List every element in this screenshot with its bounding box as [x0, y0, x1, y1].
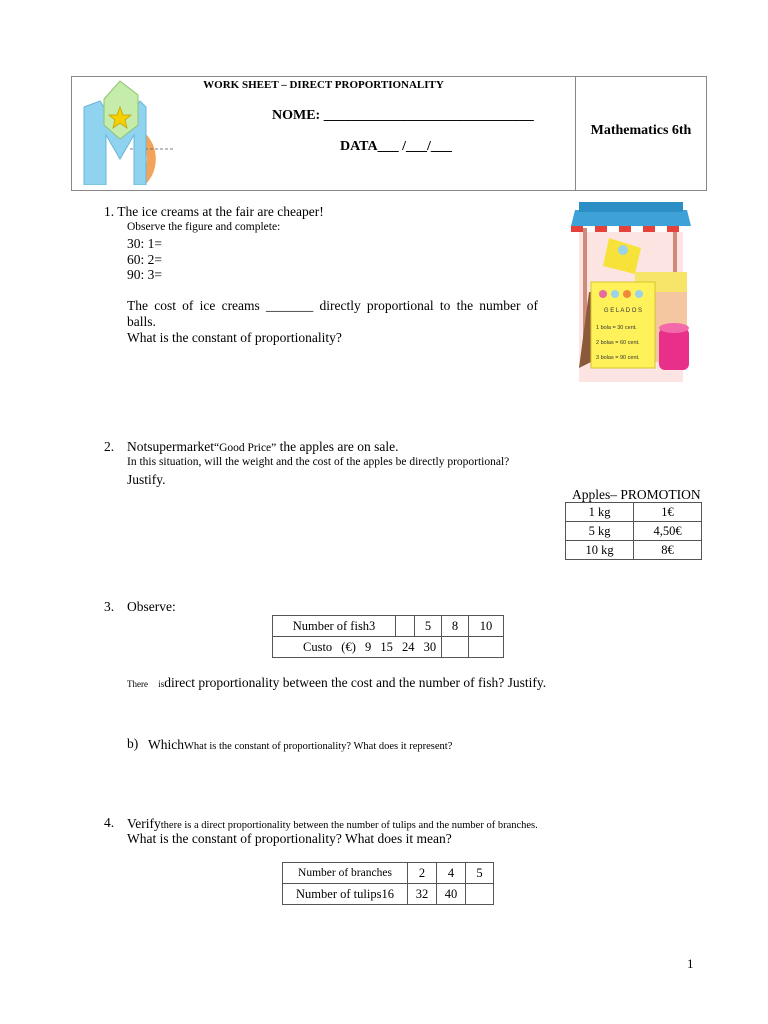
subject-label: Mathematics 6th	[590, 123, 692, 138]
table-cell: 4	[437, 863, 466, 884]
table-cell: 5	[415, 616, 442, 637]
table-row	[283, 863, 494, 884]
table-cell: Number of tulips16	[283, 884, 408, 905]
header-box	[71, 76, 707, 191]
q2-lead-b: “Good Price”	[213, 442, 277, 454]
q4-text-body: there is a direct proportionality between the number of tulips and the number of branches.	[160, 820, 538, 831]
q1-line-1: 30: 1=	[127, 236, 162, 251]
table-cell: 10 kg	[566, 541, 634, 560]
q1-instruction: Observe the figure and complete:	[127, 221, 281, 233]
table-cell: 40	[437, 884, 466, 905]
apples-table	[565, 502, 702, 560]
stall-sign-line-2: 2 bolas = 60 cent.	[596, 340, 640, 346]
worksheet-title: WORK SHEET – DIRECT PROPORTIONALITY	[203, 79, 444, 91]
table-row	[273, 637, 504, 658]
q3-part-a	[127, 674, 546, 692]
table-row	[566, 541, 702, 560]
page-number: 1	[687, 956, 694, 971]
q1-title: 1. The ice creams at the fair are cheaper!	[104, 204, 324, 219]
q2-justify: Justify.	[127, 472, 166, 487]
q2-lead-c: the apples are on sale.	[276, 439, 399, 454]
q1-cost-text: The cost of ice creams _______ directly proportional to the number of balls.	[127, 298, 538, 329]
ice-cream-stall-image	[569, 192, 693, 388]
fish-table	[272, 615, 504, 658]
table-row	[273, 616, 504, 637]
table-cell: Number of branches	[283, 863, 408, 884]
q3-part-b-lead: Which	[148, 737, 184, 752]
q4-number: 4.	[104, 815, 115, 830]
q1-line-2: 60: 2=	[127, 252, 162, 267]
table-row	[283, 884, 494, 905]
q3-part-b-label: b)	[127, 736, 139, 751]
table-cell: 2	[408, 863, 437, 884]
q4-question: What is the constant of proportionality? What does it mean?	[127, 831, 452, 846]
table-cell: Number of fish3	[273, 616, 396, 637]
q3-part-a-small: There is	[127, 679, 165, 689]
q1-line-3: 90: 3=	[127, 267, 162, 282]
q2-question: In this situation, will the weight and the cost of the apples be directly proportional?	[127, 456, 510, 468]
tulips-table	[282, 862, 494, 905]
table-cell: 8€	[634, 541, 702, 560]
table-cell: Custo (€) 9 15 24 30	[273, 637, 442, 658]
table-cell: 10	[469, 616, 504, 637]
date-field[interactable]: DATA___ /___/___	[340, 139, 452, 154]
apples-table-title: Apples– PROMOTION	[572, 487, 701, 502]
table-cell: 1 kg	[566, 503, 634, 522]
q2-number: 2.	[104, 439, 115, 454]
q2-lead-a: Notsupermarket	[127, 439, 214, 454]
q3-title: Observe:	[127, 599, 176, 614]
table-cell	[469, 637, 504, 658]
table-cell: 5 kg	[566, 522, 634, 541]
q2-lead	[127, 439, 398, 455]
table-cell: 32	[408, 884, 437, 905]
table-cell: 4,50€	[634, 522, 702, 541]
table-cell	[396, 616, 415, 637]
name-field[interactable]: NOME: ______________________________	[272, 108, 534, 123]
q3-number: 3.	[104, 599, 115, 614]
q3-part-a-text: direct proportionality between the cost and the number of fish? Justify.	[164, 675, 547, 690]
q3-part-b-text: What is the constant of proportionality? What does it represent?	[184, 741, 453, 752]
q4-lead: Verify	[127, 816, 161, 831]
table-cell: 1€	[634, 503, 702, 522]
md-logo	[82, 79, 182, 185]
table-cell: 8	[442, 616, 469, 637]
table-row	[566, 503, 702, 522]
table-row	[566, 522, 702, 541]
table-cell: 5	[466, 863, 494, 884]
q3-part-b	[148, 736, 452, 754]
stall-sign-line-1: 1 bola = 30 cent.	[596, 325, 637, 331]
stall-sign-line-3: 3 bolas = 90 cent.	[596, 355, 640, 361]
q1-question: What is the constant of proportionality?	[127, 330, 342, 345]
table-cell	[466, 884, 494, 905]
stall-sign-title: G E L A D O S	[603, 308, 643, 314]
table-cell	[442, 637, 469, 658]
